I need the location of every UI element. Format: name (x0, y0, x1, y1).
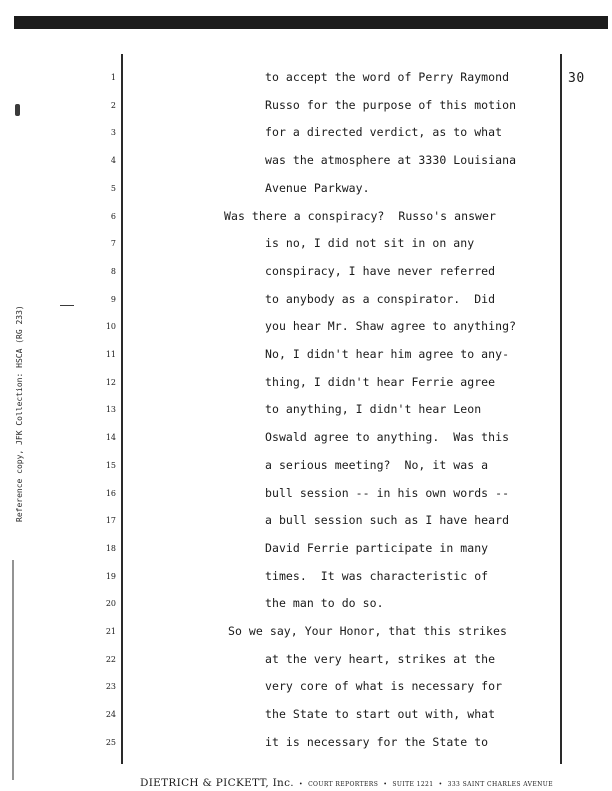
line-number: 22 (105, 654, 116, 664)
footer-separator: • (438, 781, 443, 788)
transcript-line: times. It was characteristic of (265, 568, 489, 583)
transcript-line: it is necessary for the State to (265, 734, 489, 749)
transcript-line: was the atmosphere at 3330 Louisiana (265, 153, 517, 168)
transcript-line: Was there a conspiracy? Russo's answer (224, 208, 496, 223)
margin-mark (15, 104, 20, 116)
top-border-bar (14, 16, 608, 29)
line-number: 12 (105, 377, 116, 387)
page-footer (140, 771, 553, 790)
transcript-line: No, I didn't hear him agree to any- (265, 347, 510, 361)
transcript-line: very core of what is necessary for (265, 679, 503, 694)
margin-mark (12, 560, 14, 780)
transcript-line: to anybody as a conspirator. Did (265, 291, 496, 306)
line-number: 5 (110, 183, 116, 193)
footer-separator: • (383, 781, 388, 788)
line-number: 17 (105, 516, 116, 526)
line-number: 6 (110, 211, 116, 221)
transcript-line: David Ferrie participate in many (265, 540, 489, 555)
line-number: 2 (110, 100, 116, 110)
transcript-line: for a directed verdict, as to what (265, 125, 503, 140)
transcript-line: Avenue Parkway. (265, 180, 370, 195)
transcript-line: a bull session such as I have heard (265, 513, 510, 528)
line-number: 20 (105, 599, 116, 609)
line-number: 3 (110, 128, 116, 138)
line-number: 9 (110, 294, 116, 304)
transcript-line: a serious meeting? No, it was a (265, 457, 489, 472)
line-number: 10 (105, 322, 116, 332)
page-number: 30 (568, 71, 585, 86)
line-number: 19 (105, 571, 116, 581)
line-number: 14 (105, 433, 116, 443)
transcript-line: thing, I didn't hear Ferrie agree (265, 374, 496, 389)
line-number: 23 (105, 682, 116, 692)
transcript-line: Russo for the purpose of this motion (265, 97, 517, 112)
transcript-line: you hear Mr. Shaw agree to anything? (265, 319, 517, 334)
right-margin-rule (560, 54, 562, 764)
footer-firm: DIETRICH & PICKETT, Inc. (140, 777, 294, 789)
line-number: 7 (110, 239, 116, 249)
line-number: 1 (110, 73, 116, 82)
line-number: 18 (105, 543, 116, 553)
line-number: 13 (105, 405, 116, 415)
footer-address: 333 SAINT CHARLES AVENUE (447, 781, 554, 788)
transcript-line: the man to do so. (265, 596, 384, 611)
transcript-line: to accept the word of Perry Raymond (265, 70, 510, 84)
line-number: 4 (110, 156, 116, 166)
line-number: 15 (105, 460, 116, 470)
margin-mark (60, 305, 74, 306)
footer-suite: SUITE 1221 (392, 781, 434, 788)
line-number: 8 (110, 266, 116, 276)
transcript-line: to anything, I didn't hear Leon (265, 402, 482, 417)
line-number: 11 (105, 350, 116, 359)
transcript-line: bull session -- in his own words -- (265, 485, 510, 500)
line-number: 21 (105, 627, 116, 636)
transcript-line: at the very heart, strikes at the (265, 651, 496, 666)
reference-stamp: Reference copy, JFK Collection: HSCA (RG 233) (15, 305, 24, 522)
line-number: 16 (105, 488, 116, 498)
left-margin-rule (121, 54, 123, 764)
footer-court-reporters: COURT REPORTERS (308, 781, 379, 788)
line-number: 25 (105, 737, 116, 747)
transcript-line: is no, I did not sit in on any (265, 236, 475, 251)
line-number: 24 (105, 710, 116, 720)
footer-separator: • (299, 781, 303, 788)
transcript-line: conspiracy, I have never referred (265, 263, 496, 278)
transcript-line: the State to start out with, what (265, 707, 496, 722)
transcript-line: Oswald agree to anything. Was this (265, 430, 510, 445)
transcript-line: So we say, Your Honor, that this strikes (228, 624, 507, 638)
